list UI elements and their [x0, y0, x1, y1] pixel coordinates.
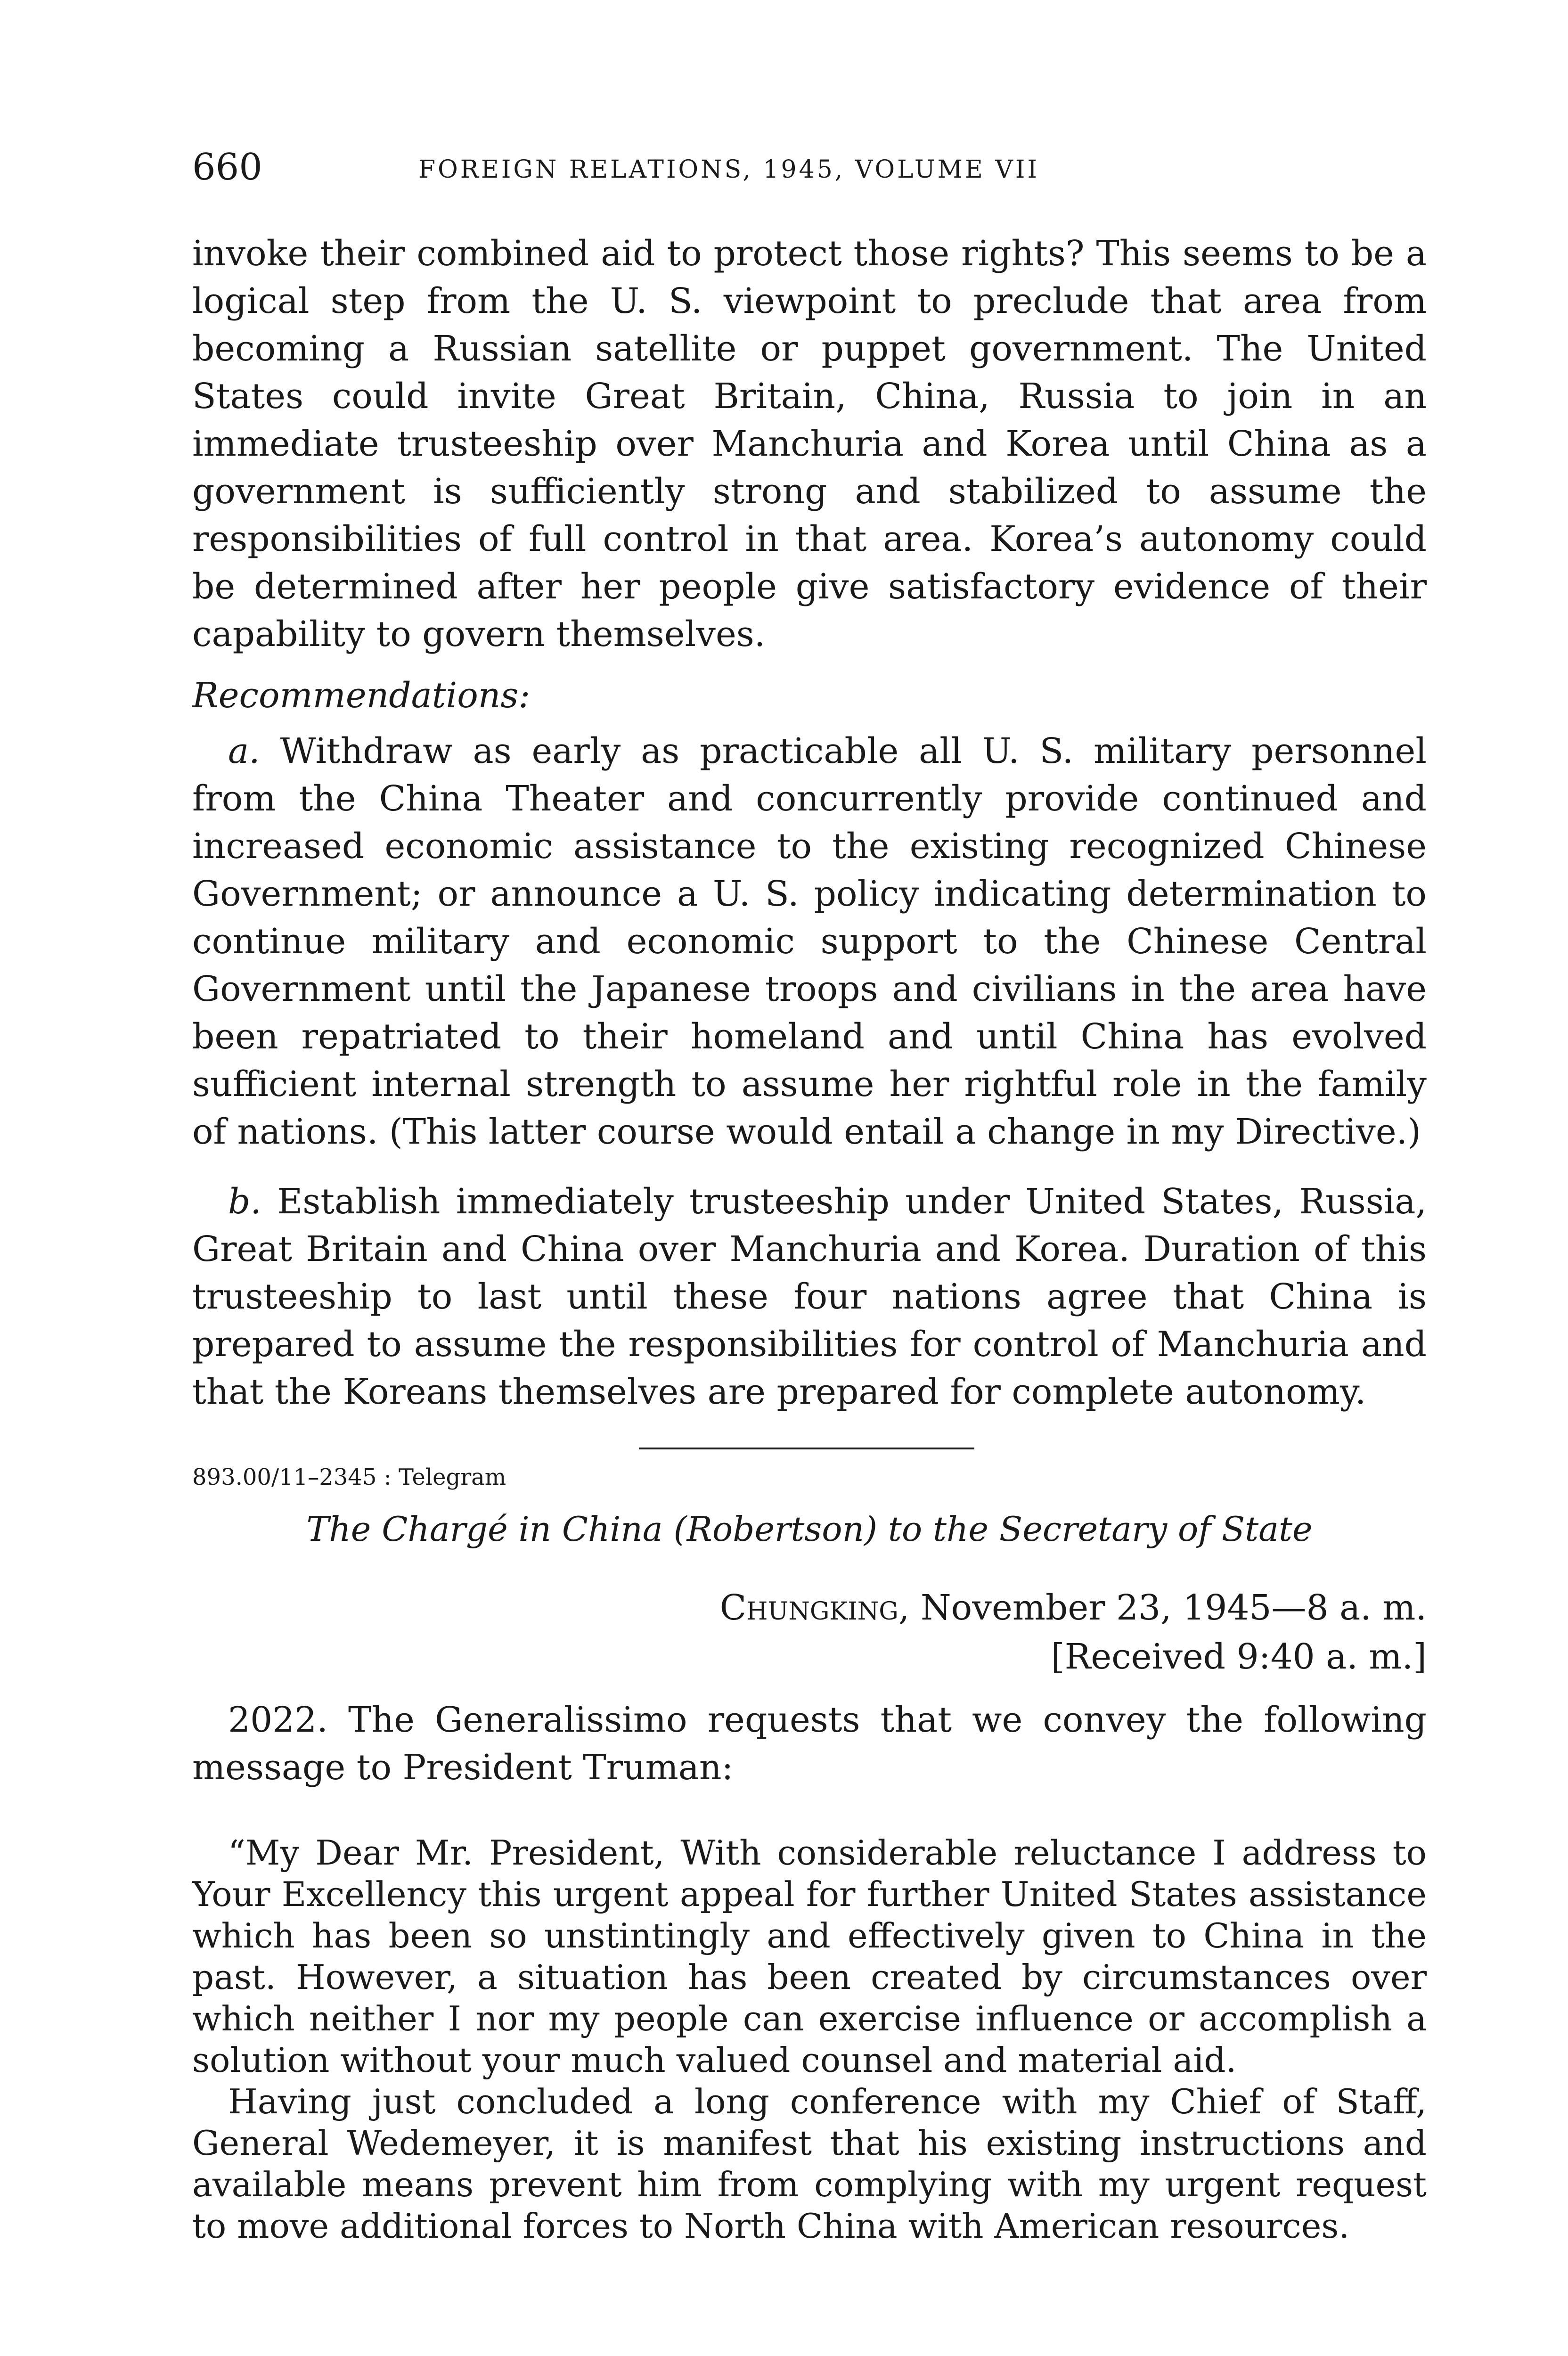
document-heading: The Chargé in China (Robertson) to the Secretary of State: [306, 1509, 1313, 1549]
page-number: 660: [192, 146, 262, 188]
recommendation-b-text: Establish immediately trusteeship under United States, Russia, Great Britain and China over Manchuria and Korea. Duration of this trusteeship to last until these four nations agree that China is prepared to assume the responsibilities for control of Manchuria and that the Koreans themselves are prepared for complete autonomy.: [192, 1181, 1427, 1412]
recommendation-a-paragraph: [192, 728, 1427, 1156]
recommendation-b: [192, 1178, 1427, 1416]
recommendation-b-paragraph: [192, 1178, 1427, 1416]
section-continuation: [192, 230, 1427, 658]
recommendation-b-label: b.: [228, 1181, 261, 1222]
dateline: [720, 1583, 1427, 1681]
letter-body: [192, 1832, 1427, 2247]
dateline-place: Chungking: [719, 1587, 898, 1628]
letter-paragraph-1: “My Dear Mr. President, With considerable reluctance I address to Your Excellency this urgent appeal for further United States assistance which has been so unstintingly and effectively given to China in the past. However, a situation has been created by circumstances over which neither I nor my people can exercise influence or accomplish a solution without your much valued counsel and material aid.: [192, 1833, 1427, 2080]
running-title: FOREIGN RELATIONS, 1945, VOLUME VII: [418, 155, 1040, 184]
section-divider: [639, 1448, 974, 1449]
continuation-paragraph: invoke their combined aid to protect those rights? This seems to be a logical step from the U. S. viewpoint to preclude that area from becoming a Russian satellite or puppet government. The United States could invite Great Britain, China, Russia to join in an immediate trusteeship over Manchuria and Korea until China as a government is sufficiently strong and stabilized to assume the responsibilities of full control in that area. Korea’s autonomy could be determined after her people give satisfactory evidence of their capability to govern themselves.: [192, 233, 1427, 654]
recommendation-a: [192, 728, 1427, 1156]
dateline-line: [720, 1583, 1427, 1632]
dateline-date: , November 23, 1945—8 a. m.: [898, 1587, 1427, 1628]
recommendations-heading-block: [192, 672, 1427, 720]
received-line: [Received 9:40 a. m.]: [1051, 1636, 1427, 1677]
telegram-intro: [192, 1696, 1427, 1792]
recommendation-a-label: a.: [228, 731, 260, 771]
recommendation-a-text: Withdraw as early as practicable all U. S. military personnel from the China Theater and concurrently provide continued and increased economic assistance to the existing recognized Chinese Government; or announce a U. S. policy indicating determination to continue military and economic support to the Chinese Central Government until the Japanese troops and civilians in the area have been repatriated to their homeland and until China has evolved sufficient internal strength to assume her rightful role in the family of nations. (This latter course would entail a change in my Directive.): [192, 731, 1427, 1152]
file-reference: 893.00/11–2345 : Telegram: [192, 1464, 506, 1490]
telegram-intro-paragraph: 2022. The Generalissimo requests that we convey the following message to President Truman:: [192, 1700, 1427, 1788]
running-header: [192, 141, 1417, 193]
recommendations-heading: Recommendations:: [192, 675, 531, 716]
letter-paragraph-2: Having just concluded a long conference with my Chief of Staff, General Wedemeyer, it is manifest that his existing instructions and available means prevent him from complying with my urgent request to move additional forces to North China with American resources.: [192, 2082, 1427, 2246]
